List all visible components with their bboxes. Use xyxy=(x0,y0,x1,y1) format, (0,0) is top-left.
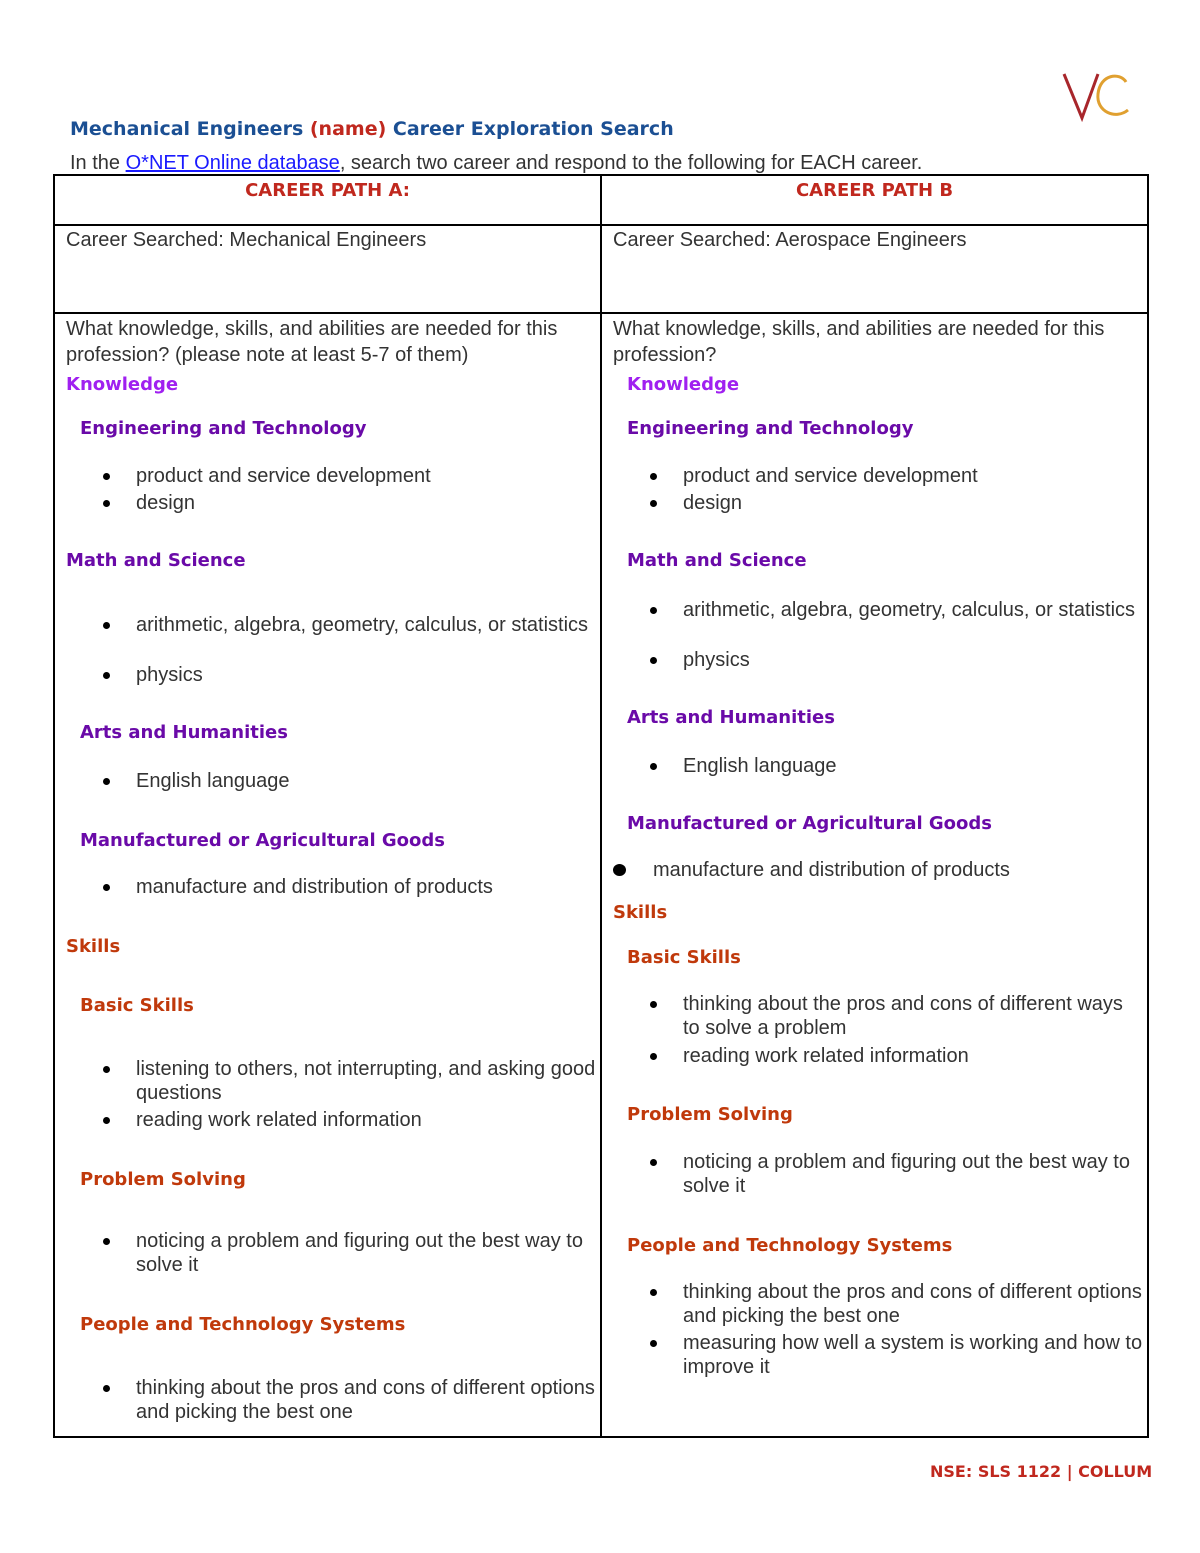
list-item: listening to others, not interrupting, and asking good questions xyxy=(136,1058,596,1104)
vc-logo xyxy=(1062,66,1132,122)
manu-heading-b: Manufactured or Agricultural Goods xyxy=(627,813,993,834)
list-item: product and service development xyxy=(683,464,1143,488)
header-b-label: CAREER PATH B xyxy=(795,180,954,201)
list-item: arithmetic, algebra, geometry, calculus, or statistics xyxy=(683,598,1143,622)
basic-skills-heading-b: Basic Skills xyxy=(627,947,741,968)
question-b: What knowledge, skills, and abilities are needed for this profession? xyxy=(613,318,1105,366)
header-career-b xyxy=(601,175,1148,225)
math-sci-heading-b: Math and Science xyxy=(627,550,807,571)
list-item: noticing a problem and figuring out the best way to solve it xyxy=(683,1150,1143,1198)
intro-before: In the xyxy=(70,152,126,174)
basic-skills-heading-a: Basic Skills xyxy=(80,995,194,1016)
content-b-cell xyxy=(601,313,1148,1437)
list-item: design xyxy=(136,491,596,515)
knowledge-heading-b: Knowledge xyxy=(627,374,740,395)
searched-a-cell xyxy=(54,225,601,313)
skills-heading-b: Skills xyxy=(613,902,668,923)
skills-heading-a: Skills xyxy=(66,936,121,957)
list-item: thinking about the pros and cons of different ways to solve a problem xyxy=(683,992,1143,1040)
career-table xyxy=(53,174,1149,1438)
course-footer: NSE: SLS 1122 | COLLUM xyxy=(930,1462,1153,1481)
searched-b-cell xyxy=(601,225,1148,313)
problem-solving-heading-b: Problem Solving xyxy=(627,1104,793,1125)
list-item: reading work related information xyxy=(136,1108,596,1132)
arts-heading-a: Arts and Humanities xyxy=(80,722,288,743)
list-item: thinking about the pros and cons of different options and picking the best one xyxy=(136,1377,595,1423)
eng-tech-heading-b: Engineering and Technology xyxy=(627,418,914,439)
title-name-placeholder: (name) xyxy=(309,118,387,140)
list-item: English language xyxy=(683,754,1143,778)
knowledge-heading-a: Knowledge xyxy=(66,374,179,395)
question-a: What knowledge, skills, and abilities are needed for this profession? (please note at least 5-7 of them) xyxy=(66,318,558,366)
list-item: physics xyxy=(683,648,1143,672)
list-item: product and service development xyxy=(136,464,596,488)
list-item: thinking about the pros and cons of different options and picking the best one xyxy=(683,1281,1142,1327)
header-a-label: CAREER PATH A: xyxy=(245,180,410,201)
list-item: design xyxy=(683,491,1143,515)
career-searched-b: Career Searched: Aerospace Engineers xyxy=(613,229,967,251)
list-item: reading work related information xyxy=(683,1044,1143,1068)
list-item: arithmetic, algebra, geometry, calculus, or statistics xyxy=(136,613,596,637)
arts-heading-b: Arts and Humanities xyxy=(627,707,835,728)
list-item: manufacture and distribution of products xyxy=(136,875,596,899)
manu-heading-a: Manufactured or Agricultural Goods xyxy=(80,830,446,851)
people-tech-heading-a: People and Technology Systems xyxy=(80,1314,406,1335)
onet-link[interactable]: O*NET Online database xyxy=(125,152,340,174)
page-title xyxy=(70,118,674,140)
list-item: physics xyxy=(136,663,596,687)
title-suffix: Career Exploration Search xyxy=(386,118,674,140)
list-item: English language xyxy=(136,769,596,793)
content-a-cell xyxy=(54,313,601,1437)
list-item: manufacture and distribution of products xyxy=(653,858,1113,882)
math-sci-heading-a: Math and Science xyxy=(66,550,246,571)
people-tech-heading-b: People and Technology Systems xyxy=(627,1235,953,1256)
list-item: noticing a problem and figuring out the best way to solve it xyxy=(136,1229,596,1277)
header-career-a xyxy=(54,175,601,225)
problem-solving-heading-a: Problem Solving xyxy=(80,1169,246,1190)
career-searched-a: Career Searched: Mechanical Engineers xyxy=(66,229,427,251)
list-item: measuring how well a system is working and how to improve it xyxy=(683,1332,1143,1378)
intro-after: , search two career and respond to the following for EACH career. xyxy=(339,152,923,174)
title-career-name: Mechanical Engineers xyxy=(70,118,310,140)
eng-tech-heading-a: Engineering and Technology xyxy=(80,418,367,439)
intro-text xyxy=(70,152,922,175)
